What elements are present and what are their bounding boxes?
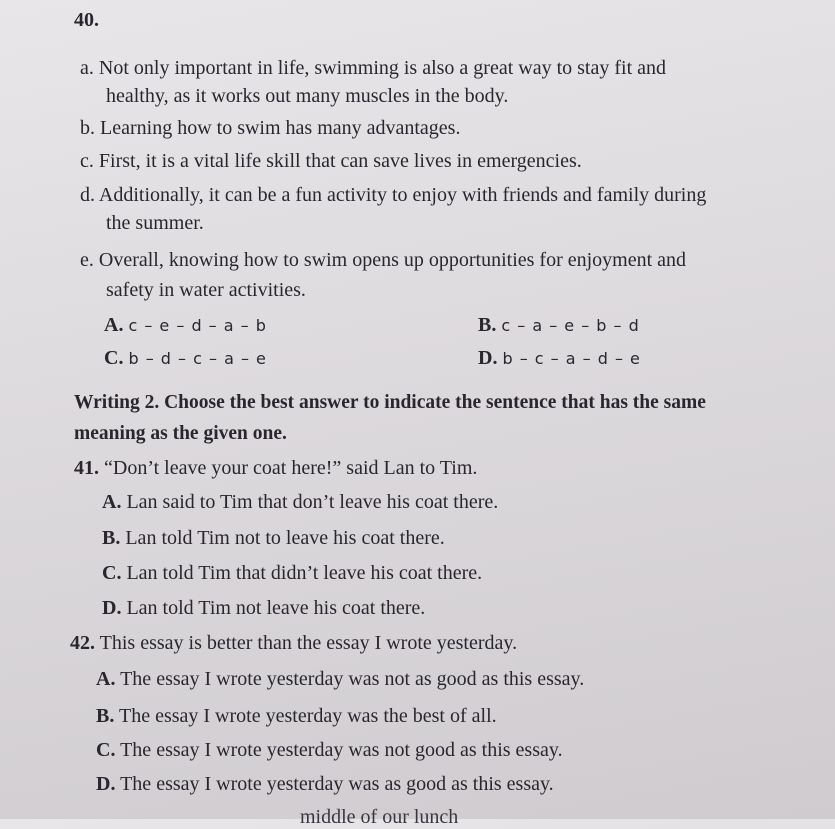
answer-option-c[interactable]: [96, 738, 563, 762]
option-text: Lan said to Tim that don’t leave his coat there.: [126, 491, 499, 513]
option-text: c – a – e – b – d: [501, 316, 640, 335]
answer-option-b[interactable]: [102, 526, 445, 550]
option-text: c – e – d – a – b: [128, 316, 267, 335]
answer-option-a[interactable]: [104, 313, 267, 338]
answer-option-d[interactable]: [102, 596, 425, 620]
sentence-a: [80, 56, 666, 80]
option-text: Lan told Tim that didn’t leave his coat there.: [126, 562, 483, 584]
option-letter: B.: [478, 314, 497, 336]
cutoff-text: middle of our lunch: [300, 806, 459, 828]
sentence-e: [80, 248, 686, 272]
option-letter: A.: [102, 491, 122, 513]
section-heading-cont: meaning as the given one.: [74, 423, 287, 444]
option-letter: D.: [96, 773, 116, 795]
question-number: 42.: [70, 632, 95, 654]
question-prompt: “Don’t leave your coat here!” said Lan to Tim.: [104, 457, 478, 479]
option-text: Lan told Tim not to leave his coat there.: [125, 527, 445, 549]
sentence-text: First, it is a vital life skill that can save lives in emergencies.: [98, 150, 582, 172]
option-letter: B.: [102, 527, 121, 549]
answer-option-b[interactable]: [478, 313, 640, 338]
option-letter: B.: [96, 705, 115, 727]
sentence-d-cont: the summer.: [106, 212, 204, 234]
option-letter: D.: [478, 347, 498, 369]
option-text: The essay I wrote yesterday was not good as this essay.: [120, 739, 563, 761]
sentence-letter: c.: [80, 150, 94, 172]
sentence-c: [80, 149, 582, 173]
option-text: The essay I wrote yesterday was as good as this essay.: [120, 773, 554, 795]
answer-option-d[interactable]: [96, 772, 554, 796]
option-text: The essay I wrote yesterday was the best of all.: [118, 705, 497, 727]
sentence-letter: d.: [80, 184, 95, 206]
sentence-d: [80, 183, 706, 207]
sentence-text: Overall, knowing how to swim opens up opportunities for enjoyment and: [98, 249, 687, 271]
answer-option-c[interactable]: [104, 346, 267, 371]
sentence-letter: e.: [80, 249, 94, 271]
option-letter: C.: [102, 562, 122, 584]
option-letter: D.: [102, 597, 122, 619]
sentence-a-cont: healthy, as it works out many muscles in the body.: [106, 85, 509, 107]
sentence-letter: a.: [80, 57, 94, 79]
sentence-text: Not only important in life, swimming is also a great way to stay fit and: [98, 57, 667, 79]
sentence-letter: b.: [80, 117, 95, 139]
sentence-b: [80, 116, 460, 140]
question-42: [70, 631, 517, 655]
option-text: b – d – c – a – e: [128, 349, 267, 368]
sentence-text: Learning how to swim has many advantages.: [100, 117, 461, 139]
option-letter: C.: [104, 347, 124, 369]
option-text: The essay I wrote yesterday was not as good as this essay.: [120, 668, 585, 690]
answer-option-c[interactable]: [102, 561, 482, 585]
option-letter: A.: [96, 668, 116, 690]
section-heading: Writing 2. Choose the best answer to indicate the sentence that has the same: [74, 392, 706, 413]
option-text: b – c – a – d – e: [502, 349, 641, 368]
answer-option-d[interactable]: [478, 346, 641, 371]
answer-option-a[interactable]: [102, 490, 498, 514]
option-letter: C.: [96, 739, 116, 761]
option-letter: A.: [104, 314, 124, 336]
question-number: 41.: [74, 457, 99, 479]
answer-option-a[interactable]: [96, 667, 584, 691]
question-41: [74, 456, 477, 480]
sentence-e-cont: safety in water activities.: [106, 279, 306, 301]
option-text: Lan told Tim not leave his coat there.: [126, 597, 426, 619]
question-40-number: 40.: [74, 9, 99, 31]
answer-option-b[interactable]: [96, 704, 497, 728]
question-prompt: This essay is better than the essay I wrote yesterday.: [99, 632, 518, 654]
sentence-text: Additionally, it can be a fun activity to enjoy with friends and family during: [98, 184, 707, 206]
